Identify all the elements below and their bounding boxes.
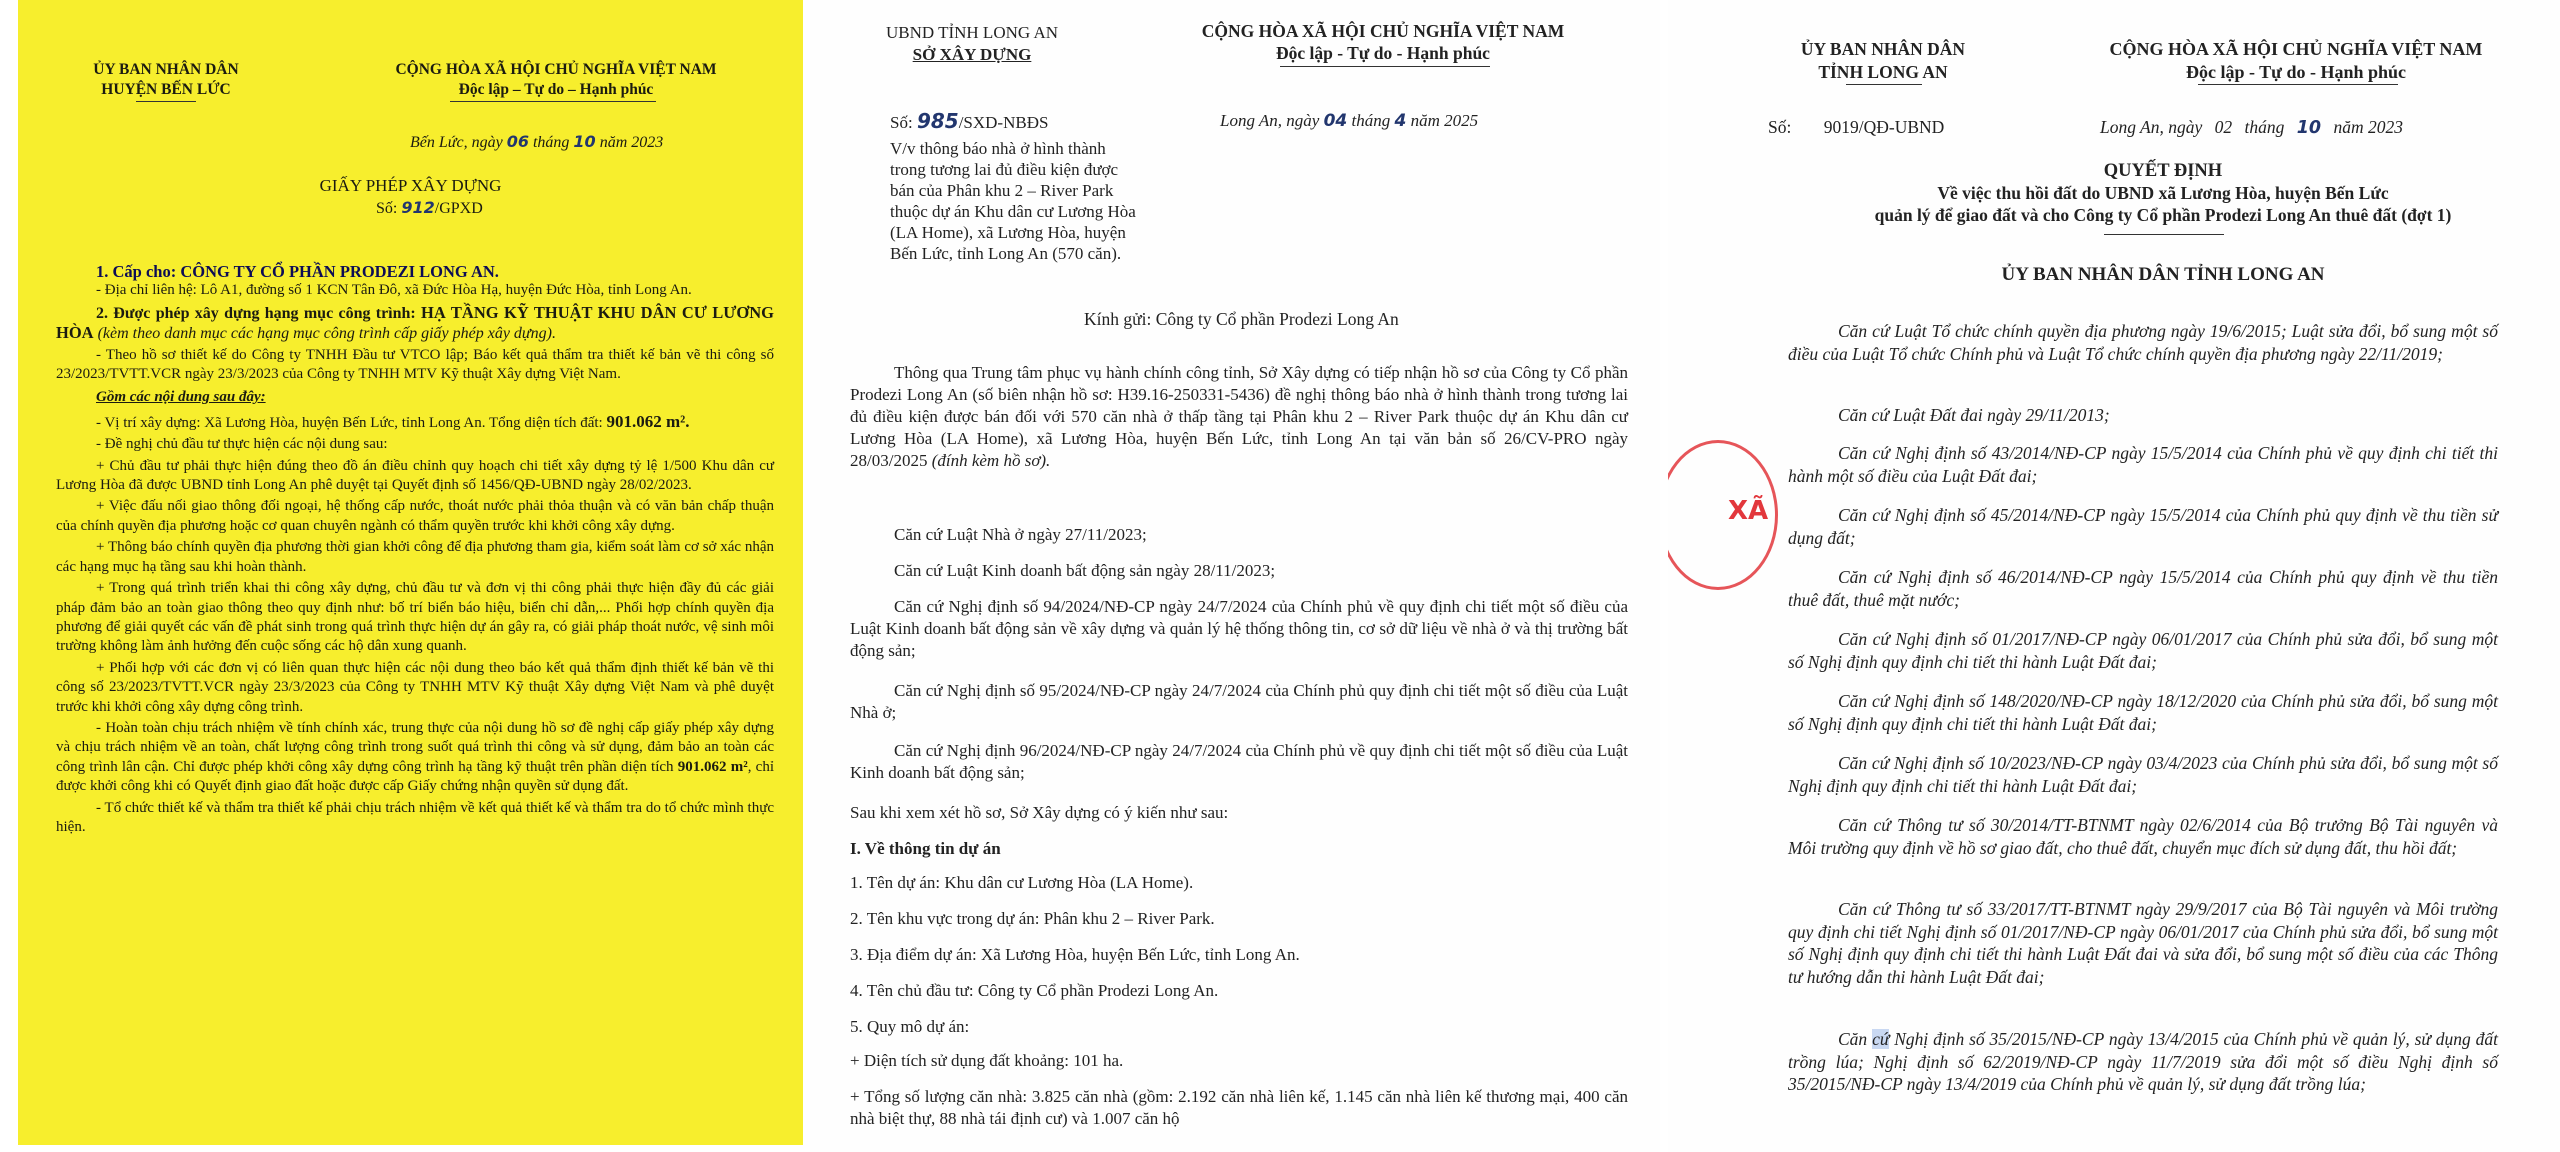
highlighted-word: cứ xyxy=(1872,1029,1890,1049)
basis-local-gov-law: Căn cứ Luật Tổ chức chính quyền địa phương ngày 19/6/2015; Luật sửa đổi, bổ sung một số điều của Luật Tổ chức Chính phủ và Luật Tổ chức chính quyền địa phương ngày 22/11/2019; xyxy=(1788,321,2498,364)
number-suffix: /SXD-NBĐS xyxy=(958,113,1049,132)
divider xyxy=(450,101,656,102)
number-value: 985 xyxy=(916,109,959,133)
national-title: CỘNG HÒA XÃ HỘI CHỦ NGHĨA VIỆT NAM xyxy=(395,61,717,78)
document-land-decision xyxy=(1668,0,2560,1152)
divider xyxy=(136,101,196,102)
project-units: + Tổng số lượng căn nhà: 3.825 căn nhà (gồm: 2.192 căn nhà liên kế, 1.145 căn nhà liên kế thương mại, 400 căn nhà biệt thự, 88 nhà tái định cư) và 1.007 căn hộ xyxy=(850,1087,1628,1128)
subject-line: V/v thông báo nhà ở hình thành xyxy=(890,139,1106,158)
basis-circular-33: Căn cứ Thông tư số 33/2017/TT-BTNMT ngày 29/9/2017 của Bộ Tài nguyên và Môi trường quy định chi tiết Nghị định số 01/2017/NĐ-CP ngày 06/01/2017 của Chính phủ sửa đổi, bổ sung một số Nghị định quy định chi tiết thi hành Luật Đất đai và sửa đổi, bổ sung một số điều của các Thông tư hướng dẫn thi hành Luật Đất đai; xyxy=(1788,899,2498,987)
section-1-title: 1. Cấp cho: CÔNG TY CỔ PHẦN PRODEZI LONG AN. xyxy=(96,262,499,281)
project-name: 1. Tên dự án: Khu dân cư Lương Hòa (LA Home). xyxy=(850,873,1194,892)
divider xyxy=(2104,234,2224,235)
basis-decree-46: Căn cứ Nghị định số 46/2014/NĐ-CP ngày 15/5/2014 của Chính phủ quy định về thu tiền thuê đất, thuê mặt nước; xyxy=(1788,567,2498,610)
responsibility-area: 901.062 m² xyxy=(677,758,748,775)
responsibility-text-end: , chỉ được khởi công khi có Quyết định giao đất hoặc được cấp Giấy chứng nhận quyền sử dụng đất. xyxy=(56,758,775,795)
basis-decree-43: Căn cứ Nghị định số 43/2014/NĐ-CP ngày 15/5/2014 của Chính phủ về quy định chi tiết thi hành một số điều của Luật Đất đai; xyxy=(1788,443,2498,486)
decision-title: QUYẾT ĐỊNH xyxy=(2103,161,2223,181)
number-value: 9019 xyxy=(1823,117,1859,137)
date-year: năm 2023 xyxy=(2333,117,2403,137)
issuer-header xyxy=(862,22,1082,66)
location-paragraph xyxy=(56,412,774,433)
date-month-label: tháng xyxy=(532,134,570,151)
seal-text: XÃ xyxy=(1728,496,1769,526)
basis-real-estate-law: Căn cứ Luật Kinh doanh bất động sản ngày 28/11/2023; xyxy=(894,561,1276,580)
subject-line: trong tương lai đủ điều kiện được xyxy=(890,160,1119,179)
basis-decree-96: Căn cứ Nghị định 96/2024/NĐ-CP ngày 24/7/2024 của Chính phủ về quy định chi tiết một số điều của Luật Kinh doanh bất động sản; xyxy=(850,741,1628,782)
date-month: 10 xyxy=(573,132,596,151)
requirement-5: + Phối hợp với các đơn vị có liên quan thực hiện các nội dung theo báo kết quả thẩm định thiết kế bản vẽ thi công số 23/2023/TVTT.VCR ngày 23/3/2023 của Công ty TNHH MTV Kỹ thuật Xây dựng Việt Nam và phê duyệt trước khi khởi công xây dựng công trình. xyxy=(56,659,774,715)
national-title: CỘNG HÒA XÃ HỘI CHỦ NGHĨA VIỆT NAM xyxy=(1201,21,1565,41)
requirement-1: + Chủ đầu tư phải thực hiện đúng theo đồ án điều chỉnh quy hoạch chi tiết xây dựng tỷ lệ 1/500 Khu dân cư Lương Hòa đã được UBND tỉnh Long An phê duyệt tại Quyết định số 1456/QĐ-UBND ngày 28/02/2023. xyxy=(56,457,774,494)
decision-subtitle-1: Về việc thu hồi đất do UBND xã Lương Hòa, huyện Bến Lức xyxy=(1937,183,2389,203)
section-2-design: - Theo hồ sơ thiết kế do Công ty TNHH Đầu tư VTCO lập; Báo kết quả thẩm tra thiết kế bản vẽ thi công số 23/2023/TVTT.VCR ngày 23/3/2023 của Công ty TNHH MTV Kỹ thuật Xây dựng Việt Nam. xyxy=(56,346,774,383)
intro-paragraph xyxy=(850,362,1628,472)
intro-attachment: (đính kèm hồ sơ). xyxy=(931,451,1051,470)
total-area: 901.062 m². xyxy=(606,411,690,431)
recipient: Kính gửi: Công ty Cổ phần Prodezi Long An xyxy=(1084,309,1399,329)
date-prefix: Long An, ngày xyxy=(1220,111,1320,130)
basis-housing-law: Căn cứ Luật Nhà ở ngày 27/11/2023; xyxy=(894,525,1147,544)
date-prefix: Long An, ngày xyxy=(2100,117,2203,137)
permit-body xyxy=(56,262,774,839)
number-prefix: Số: xyxy=(376,200,398,217)
basis-decree-94: Căn cứ Nghị định số 94/2024/NĐ-CP ngày 24/7/2024 của Chính phủ về quy định chi tiết một số điều của Luật Kinh doanh bất động sản về xây dựng và quản lý hệ thống thông tin, cơ sở dữ liệu về nhà ở và thị trường bất động sản; xyxy=(850,597,1628,660)
subject-line: Bến Lức, tỉnh Long An (570 căn). xyxy=(890,244,1122,263)
divider xyxy=(1280,66,1490,67)
design-responsibility: - Tổ chức thiết kế và thẩm tra thiết kế phải chịu trách nhiệm về kết quả thiết kế và thẩm tra do tổ chức mình thực hiện. xyxy=(56,799,774,835)
document-number xyxy=(1768,116,1944,139)
national-header xyxy=(336,60,776,100)
date-month-label: tháng xyxy=(2244,117,2285,137)
project-investor: 4. Tên chủ đầu tư: Công ty Cổ phần Prodezi Long An. xyxy=(850,981,1219,1000)
national-motto: Độc lập - Tự do - Hạnh phúc xyxy=(2185,61,2407,82)
location-text: - Vị trí xây dựng: Xã Lương Hòa, huyện Bến Lức, tỉnh Long An. Tổng diện tích đất: xyxy=(96,414,603,431)
section-2-project: HẠ TẦNG KỸ THUẬT KHU DÂN CƯ LƯƠNG HÒA xyxy=(56,302,775,343)
responsibility-text: - Hoàn toàn chịu trách nhiệm về tính chính xác, trung thực của nội dung hồ sơ đề nghị cấp giấy phép xây dựng và chịu trách nhiệm về an toàn, chất lượng công trình trong suốt quá trình thi công và sử dụng, đảm bảo an toàn các công trình lân cận. Chỉ được phép khởi công xây dựng công trình hạ tầng kỹ thuật trên phần diện tích xyxy=(56,719,774,775)
number-suffix: /GPXD xyxy=(434,200,483,217)
issuer-line-1: UBND TỈNH LONG AN xyxy=(885,23,1059,42)
project-scale: 5. Quy mô dự án: xyxy=(850,1017,970,1036)
investor-requirements: - Đề nghị chủ đầu tư thực hiện các nội dung sau: xyxy=(96,436,388,453)
national-title: CỘNG HÒA XÃ HỘI CHỦ NGHĨA VIỆT NAM xyxy=(2109,39,2483,59)
issue-date xyxy=(2100,116,2403,140)
basis-decree-01: Căn cứ Nghị định số 01/2017/NĐ-CP ngày 06/01/2017 của Chính phủ sửa đổi, bổ sung một số Nghị định quy định chi tiết thi hành Luật Đất đai; xyxy=(1788,629,2498,672)
document-building-permit xyxy=(18,0,803,1145)
section-2-label: 2. Được phép xây dựng hạng mục công trình: xyxy=(96,304,416,322)
issuing-authority: ỦY BAN NHÂN DÂN TỈNH LONG AN xyxy=(2001,264,2325,285)
document-construction-letter xyxy=(810,0,1660,1152)
basis-text: Căn xyxy=(1838,1029,1868,1049)
contents-heading: Gồm các nội dung sau đây: xyxy=(96,389,266,406)
project-land-area: + Diện tích sử dụng đất khoảng: 101 ha. xyxy=(850,1051,1124,1070)
date-prefix: Bến Lức, ngày xyxy=(410,134,503,151)
number-prefix: Số: xyxy=(890,113,913,132)
issuer-header xyxy=(66,60,266,100)
responsibility-paragraph xyxy=(56,719,774,797)
document-number xyxy=(890,110,1048,134)
requirement-4: + Trong quá trình triển khai thi công xây dựng, chủ đầu tư và đơn vị thi công phải thực hiện đầy đủ các giải pháp đảm bảo an toàn giao thông theo quy định như: bố trí biển báo hiệu, biển chỉ dẫn,... Phối hợp chính quyền địa phương để giải quyết các vấn đề phát sinh trong quá trình thực hiện dự án gây ra, có giải pháp thoát nước, vệ sinh môi trường không làm ảnh hưởng đến cuộc sống các hộ dân xung quanh. xyxy=(56,580,774,655)
divider xyxy=(2198,84,2398,85)
opinion-intro: Sau khi xem xét hồ sơ, Sở Xây dựng có ý kiến như sau: xyxy=(850,803,1229,822)
national-motto: Độc lập - Tự do - Hạnh phúc xyxy=(1276,43,1490,63)
issuer-line-1: ỦY BAN NHÂN DÂN xyxy=(1800,39,1966,59)
issuer-line-2: HUYỆN BẾN LỨC xyxy=(101,81,231,98)
date-day: 06 xyxy=(506,132,529,151)
date-day: 02 xyxy=(2214,117,2233,137)
basis-land-law: Căn cứ Luật Đất đai ngày 29/11/2013; xyxy=(1838,405,2110,425)
issue-date xyxy=(1220,110,1478,132)
issuer-header xyxy=(1768,38,1998,83)
issue-date xyxy=(410,132,663,152)
issuer-line-1: ỦY BAN NHÂN DÂN xyxy=(93,61,239,78)
document-title: GIẤY PHÉP XÂY DỰNG xyxy=(319,176,502,195)
issuer-line-2: SỞ XÂY DỰNG xyxy=(912,45,1032,64)
national-header xyxy=(1168,20,1598,64)
document-number xyxy=(376,198,483,218)
section-1-address: - Địa chỉ liên hệ: Lô A1, đường số 1 KCN Tân Đô, xã Đức Hòa Hạ, huyện Đức Hòa, tỉnh Long An. xyxy=(96,282,692,299)
issuer-line-2: TỈNH LONG AN xyxy=(1818,61,1948,82)
divider xyxy=(1846,84,1922,85)
basis-decree-10: Căn cứ Nghị định số 10/2023/NĐ-CP ngày 03/4/2023 của Chính phủ sửa đổi, bổ sung một số Nghị định quy định chi tiết thi hành Luật Đất đai; xyxy=(1788,753,2498,796)
decision-subtitle-2: quản lý để giao đất và cho Công ty Cổ phần Prodezi Long An thuê đất (đợt 1) xyxy=(1874,205,2452,225)
number-value: 912 xyxy=(401,198,435,217)
basis-decree-45: Căn cứ Nghị định số 45/2014/NĐ-CP ngày 15/5/2014 của Chính phủ quy định về thu tiền sử dụng đất; xyxy=(1788,505,2498,548)
subject-block xyxy=(890,138,1136,264)
project-location: 3. Địa điểm dự án: Xã Lương Hòa, huyện Bến Lức, tỉnh Long An. xyxy=(850,945,1300,964)
national-header xyxy=(2046,38,2546,83)
date-year: năm 2025 xyxy=(1410,111,1479,130)
date-month: 4 xyxy=(1394,111,1407,131)
national-motto: Độc lập – Tự do – Hạnh phúc xyxy=(458,81,654,98)
section-project-info: I. Về thông tin dự án xyxy=(850,839,1001,858)
requirement-3: + Thông báo chính quyền địa phương thời gian khởi công để địa phương tham gia, kiểm soát làm cơ sở xác nhận các hạng mục hạ tầng sau khi hoàn thành. xyxy=(56,539,774,575)
requirement-2: + Việc đấu nối giao thông đối ngoại, hệ thống cấp nước, thoát nước phải thỏa thuận và có văn bản chấp thuận của chính quyền địa phương hoặc cơ quan chuyên ngành có thẩm quyền trước khi khởi công xây dựng. xyxy=(56,498,774,534)
basis-text: Nghị định số 35/2015/NĐ-CP ngày 13/4/2015 của Chính phủ về quản lý, sử dụng đất trồng lúa; Nghị định số 62/2019/NĐ-CP ngày 11/7/2019 sửa đổi một số điều Nghị định số 35/2015/NĐ-CP ngày 13/4/2019 của Chính phủ về quản lý, sử dụng đất trồng lúa; xyxy=(1788,1029,2499,1094)
subject-line: thuộc dự án Khu dân cư Lương Hòa xyxy=(890,202,1136,221)
intro-text: Thông qua Trung tâm phục vụ hành chính công tỉnh, Sở Xây dựng có tiếp nhận hồ sơ của Công ty Cổ phần Prodezi Long An (số biên nhận hồ sơ: H39.16-250331-5436) đề nghị thông báo nhà ở hình thành trong tương lai đủ điều kiện được bán đối với 570 căn nhà ở thấp tầng tại Phân khu 2 – River Park thuộc dự án Khu dân cư Lương Hòa (LA Home), xã Lương Hòa, huyện Bến Lức, tỉnh Long An tại văn bản số 26/CV-PRO ngày 28/03/2025 xyxy=(850,363,1628,470)
subject-line: bán của Phân khu 2 – River Park xyxy=(890,181,1114,200)
project-area-name: 2. Tên khu vực trong dự án: Phân khu 2 – River Park. xyxy=(850,909,1215,928)
date-month: 10 xyxy=(2296,118,2322,138)
date-month-label: tháng xyxy=(1351,111,1391,130)
section-2-title xyxy=(56,303,774,344)
number-suffix: /QĐ-UBND xyxy=(1858,117,1945,137)
basis-decree-35 xyxy=(1788,1028,2498,1096)
basis-decree-95: Căn cứ Nghị định số 95/2024/NĐ-CP ngày 24/7/2024 của Chính phủ quy định chi tiết một số điều của Luật Nhà ở; xyxy=(850,681,1628,722)
section-2-note: (kèm theo danh mục các hạng mục công trình cấp giấy phép xây dựng). xyxy=(97,325,556,343)
subject-line: (LA Home), xã Lương Hòa, huyện xyxy=(890,223,1126,242)
date-day: 04 xyxy=(1323,111,1348,131)
number-prefix: Số: xyxy=(1768,117,1792,137)
date-year: năm 2023 xyxy=(599,134,664,151)
basis-decree-148: Căn cứ Nghị định số 148/2020/NĐ-CP ngày 18/12/2020 của Chính phủ sửa đổi, bổ sung một số Nghị định quy định chi tiết thi hành Luật Đất đai; xyxy=(1788,691,2498,734)
basis-circular-30: Căn cứ Thông tư số 30/2014/TT-BTNMT ngày 02/6/2014 của Bộ trưởng Bộ Tài nguyên và Môi trường quy định về hồ sơ giao đất, cho thuê đất, chuyển mục đích sử dụng đất, thu hồi đất; xyxy=(1788,815,2498,858)
